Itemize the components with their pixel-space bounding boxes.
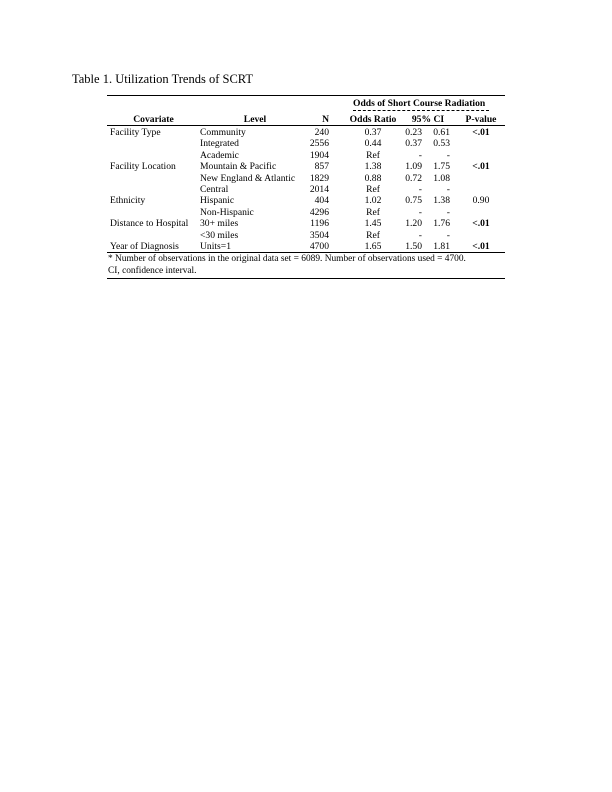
cell-odds-ratio: 1.45 — [364, 218, 382, 230]
cell-level: <30 miles — [200, 229, 239, 241]
table-bottom-rule — [107, 278, 505, 279]
cell-ci-low: 0.75 — [405, 195, 422, 207]
header-odds-ratio: Odds Ratio — [349, 114, 397, 125]
cell-n: 1196 — [310, 218, 329, 230]
cell-ci-low: - — [418, 149, 422, 161]
cell-level: Community — [200, 127, 246, 138]
cell-covariate: Distance to Hospital — [110, 218, 189, 230]
table-row — [107, 207, 505, 218]
cell-p-value: 0.90 — [472, 195, 490, 207]
table-row — [107, 138, 505, 149]
table-header-row — [107, 114, 505, 126]
cell-n: 2014 — [309, 183, 329, 195]
cell-n: 4700 — [309, 240, 329, 252]
cell-n: 2556 — [309, 138, 329, 150]
cell-ci-low: - — [418, 183, 422, 195]
header-p-value: P-value — [465, 114, 497, 125]
cell-n: 1829 — [309, 172, 329, 184]
cell-n: 404 — [314, 195, 329, 207]
table-row — [107, 230, 505, 241]
table-footnote-observations: * Number of observations in the original data set = 6089. Number of observations used = 4700. — [108, 253, 466, 264]
cell-level: Mountain & Pacific — [200, 161, 277, 173]
cell-covariate: Year of Diagnosis — [110, 240, 179, 252]
cell-ci-low: - — [418, 206, 422, 218]
cell-level: New England & Atlantic — [200, 172, 296, 184]
cell-p-value: <.01 — [472, 218, 490, 230]
cell-odds-ratio: 1.65 — [364, 240, 382, 252]
cell-odds-ratio: Ref — [366, 183, 380, 195]
cell-ci-high: 1.75 — [433, 161, 450, 173]
header-covariate: Covariate — [133, 114, 174, 125]
cell-level: Units=1 — [200, 240, 231, 252]
cell-n: 3504 — [309, 229, 329, 241]
table-row — [107, 195, 505, 206]
cell-p-value: <.01 — [472, 161, 490, 173]
cell-level: Hispanic — [200, 195, 235, 207]
cell-covariate: Facility Type — [110, 127, 161, 138]
cell-n: 4296 — [309, 206, 329, 218]
header-level: Level — [243, 114, 267, 125]
cell-n: 857 — [314, 161, 329, 173]
cell-ci-high: 0.53 — [433, 138, 450, 150]
cell-p-value: <.01 — [472, 127, 490, 138]
cell-ci-high: 0.61 — [433, 127, 450, 138]
cell-ci-low: 1.20 — [405, 218, 422, 230]
cell-ci-high: 1.38 — [433, 195, 450, 207]
cell-ci-high: 1.81 — [433, 240, 450, 252]
results-table — [107, 95, 505, 279]
cell-level: Non-Hispanic — [200, 206, 254, 218]
dashed-line — [353, 110, 489, 111]
cell-level: Central — [200, 183, 229, 195]
cell-level: Academic — [200, 149, 239, 161]
cell-covariate: Facility Location — [110, 161, 176, 173]
table-row — [107, 150, 505, 161]
cell-ci-high: 1.76 — [433, 218, 450, 230]
cell-odds-ratio: Ref — [366, 149, 380, 161]
cell-ci-low: 0.23 — [405, 127, 422, 138]
cell-odds-ratio: 1.38 — [364, 161, 382, 173]
cell-odds-ratio: 0.88 — [364, 172, 382, 184]
cell-odds-ratio: Ref — [366, 206, 380, 218]
cell-odds-ratio: 0.37 — [364, 127, 382, 138]
superheader-text: Odds of Short Course Radiation — [353, 98, 486, 109]
cell-covariate: Ethnicity — [110, 195, 146, 207]
cell-ci-low: - — [418, 229, 422, 241]
cell-n: 240 — [314, 127, 329, 138]
header-ci: 95% CI — [411, 114, 445, 125]
cell-p-value: <.01 — [472, 240, 490, 252]
header-n: N — [322, 114, 329, 125]
cell-n: 1904 — [309, 149, 329, 161]
cell-ci-high: - — [446, 183, 450, 195]
table-row — [107, 241, 505, 253]
cell-ci-low: 0.37 — [405, 138, 422, 150]
table-row — [107, 218, 505, 229]
table-row — [107, 127, 505, 138]
table-superheader — [107, 96, 505, 109]
table-footnote-ci: CI, confidence interval. — [108, 266, 197, 277]
cell-ci-high: - — [446, 149, 450, 161]
cell-ci-low: 1.09 — [405, 161, 422, 173]
cell-ci-low: 0.72 — [405, 172, 422, 184]
table-row — [107, 161, 505, 172]
cell-ci-high: - — [446, 206, 450, 218]
cell-ci-high: - — [446, 229, 450, 241]
cell-level: Integrated — [200, 138, 239, 150]
cell-ci-high: 1.08 — [433, 172, 450, 184]
table-row — [107, 173, 505, 184]
cell-odds-ratio: 0.44 — [364, 138, 382, 150]
table-caption: Table 1. Utilization Trends of SCRT — [72, 72, 254, 86]
cell-level: 30+ miles — [200, 218, 239, 230]
cell-ci-low: 1.50 — [405, 240, 422, 252]
cell-odds-ratio: Ref — [366, 229, 380, 241]
cell-odds-ratio: 1.02 — [364, 195, 382, 207]
table-row — [107, 184, 505, 195]
